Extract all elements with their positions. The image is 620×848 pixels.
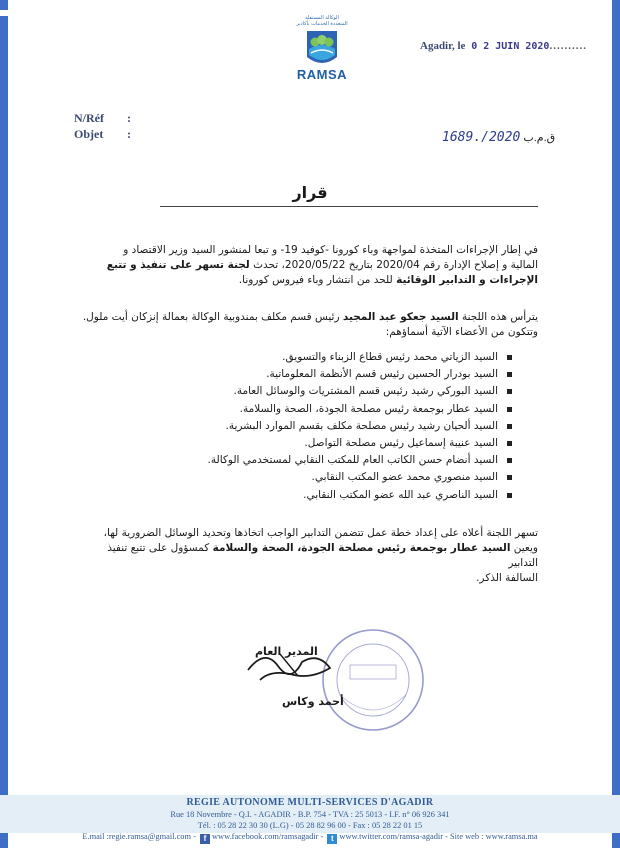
signatory-title: المدير العام <box>255 645 318 658</box>
footer-phone: Tél. : 05 28 22 30 30 (L.G) - 05 28 82 96 00 - Fax : 05 28 22 01 15 <box>197 821 423 830</box>
paragraph-chair <box>80 310 538 340</box>
date-dots: .......... <box>549 40 587 52</box>
place-date-line <box>420 40 587 52</box>
mission-line-2 <box>80 541 538 571</box>
ref-label: N/Réf <box>74 111 104 125</box>
border-gap <box>0 10 8 16</box>
mission-line-3: السالفة الذكر. <box>476 572 538 584</box>
logo-arabic-line-1: الوكالة المستقلة <box>305 15 339 21</box>
logo-wordmark: RAMSA <box>296 67 348 82</box>
intro-line-1: في إطار الإجراءات المتخذة لمواجهة وباء كورونا -كوفيد 19- و تبعا لمنشور السيد وزير الاقتصاد و <box>123 244 538 256</box>
document-title: قرار <box>292 183 328 202</box>
footer-address: Rue 18 Novembre - Q.I. - AGADIR - B.P. 754 - TVA : 25 5013 - I.F. n° 06 926 341 <box>170 810 450 819</box>
list-item: السيد بودرار الحسين رئيس قسم الأنظمة المعلوماتية. <box>212 366 512 383</box>
left-border-stripe <box>0 0 8 848</box>
list-item: السيد ألحيان رشيد رئيس مصلحة مكلف بقسم الموارد البشرية. <box>212 418 512 435</box>
list-item: السيد الزياتي محمد رئيس قطاع الزبناء والتسويق. <box>212 349 512 366</box>
intro-line-2 <box>80 258 538 273</box>
chair-name: السيد جعكو عبد المجيد <box>342 311 459 323</box>
decision-reference <box>442 130 555 145</box>
intro-line-2-bold: لجنة تسهر على تنفيذ و تتبع <box>106 259 250 271</box>
list-item: السيد منصوري محمد عضو المكتب النقابي. <box>212 469 512 486</box>
chair-line-1-c: رئيس قسم مكلف بمندوبية الوكالة بعمالة إنزكان أيت ملول. <box>82 311 343 323</box>
ref-colon: : <box>127 111 131 125</box>
footer-facebook-link[interactable]: www.facebook.com/ramsagadir - <box>211 832 324 841</box>
mission-line-2-a: ويعين <box>510 542 538 554</box>
object-colon: : <box>127 127 131 141</box>
list-item: السيد الناصري عبد الله عضو المكتب النقابي. <box>212 487 512 504</box>
object-label: Objet <box>74 127 104 141</box>
logo-emblem-icon <box>305 29 339 67</box>
reference-prefix: ق.م.ب <box>523 132 556 144</box>
date-stamp: 0 2 JUIN 2020 <box>471 41 550 52</box>
signatory-name: أحمد وكاس <box>282 695 344 708</box>
footer-twitter-link[interactable]: www.twitter.com/ramsa-agadir - Site web : www.ramsa.ma <box>339 832 538 841</box>
title-divider <box>160 206 538 207</box>
facebook-icon: f <box>200 834 210 844</box>
object-row <box>74 127 131 142</box>
reference-number: 2020/.1689 <box>442 130 521 145</box>
mission-line-2-bold: السيد عطار بوجمعة رئيس مصلحة الجودة، الصحة والسلامة <box>212 542 511 554</box>
list-item: السيد عنيبة إسماعيل رئيس مصلحة التواصل. <box>212 435 512 452</box>
right-border-stripe <box>612 0 620 848</box>
place-label: Agadir, le <box>420 40 466 52</box>
mission-line-2-c: كمسؤول على تتبع تنفيذ التدابير <box>107 542 538 569</box>
intro-line-3-text: للحد من انتشار وباء فيروس كورونا. <box>238 274 397 286</box>
intro-line-2-text: المالية و إصلاح الإدارة رقم 2020/04 بتاريخ 2020/05/22، تحدث <box>249 259 538 271</box>
footer-contacts <box>0 832 620 844</box>
list-item: السيد أنضام حسن الكاتب العام للمكتب النقابي لمستخدمي الوكالة. <box>212 452 512 469</box>
footer-org-name: REGIE AUTONOME MULTI-SERVICES D'AGADIR <box>186 797 434 808</box>
logo-arabic-line-2: المتعددة الخدمات بأكادير <box>296 21 348 27</box>
chair-line-2: وتتكون من الأعضاء الآتية أسماؤهم: <box>385 326 538 338</box>
chair-line-1-a: يترأس هذه اللجنة <box>458 311 538 323</box>
footer-email[interactable]: E.mail :regie.ramsa@gmail.com - <box>82 832 196 841</box>
intro-line-3 <box>80 273 538 288</box>
list-item: السيد البوركي رشيد رئيس قسم المشتريات والوسائل العامة. <box>212 383 512 400</box>
chair-line-1 <box>80 310 538 325</box>
ref-row <box>74 111 131 126</box>
list-item: السيد عطار بوجمعة رئيس مصلحة الجودة، الصحة والسلامة. <box>212 401 512 418</box>
intro-line-3-bold: الإجراءات و التدابير الوقائية <box>396 274 538 286</box>
ramsa-logo <box>291 15 353 82</box>
paragraph-intro <box>80 243 538 288</box>
members-list <box>207 349 512 504</box>
twitter-icon: t <box>327 834 337 844</box>
paragraph-mission <box>80 526 538 586</box>
mission-line-1: تسهر اللجنة أعلاه على إعداد خطة عمل تتضمن التدابير الواجب اتخاذها وتحديد الوسائل الضرورية لها، <box>103 527 538 539</box>
